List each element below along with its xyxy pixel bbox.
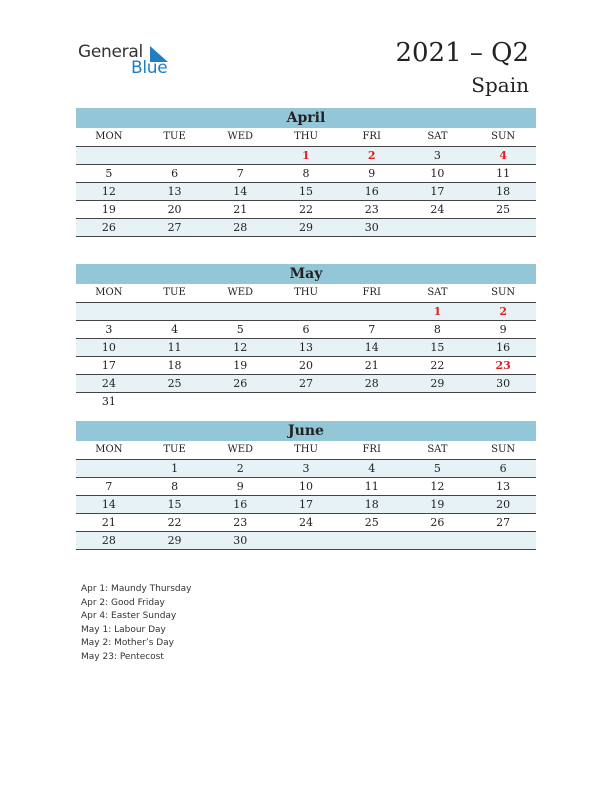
day-cell: 29 <box>298 221 313 234</box>
day-cell: 16 <box>496 341 511 354</box>
weekday-label: TUE <box>163 131 186 142</box>
day-cell: 13 <box>167 185 182 198</box>
week-row <box>76 496 536 514</box>
holiday-note: May 2: Mother’s Day <box>81 638 175 648</box>
day-cell: 30 <box>364 221 379 234</box>
logo-word-general: General <box>78 42 143 62</box>
weekday-label: SUN <box>491 131 516 142</box>
day-cell: 7 <box>105 480 113 493</box>
month-title: May <box>76 264 536 284</box>
day-cell <box>76 460 142 477</box>
day-cell: 10 <box>430 167 445 180</box>
day-cell: 20 <box>496 498 511 511</box>
week-row <box>76 321 536 339</box>
month-title: June <box>76 421 536 441</box>
day-cell <box>273 532 339 549</box>
day-cell: 24 <box>430 203 445 216</box>
week-row <box>76 165 536 183</box>
holiday-note: Apr 2: Good Friday <box>81 597 165 608</box>
generalblue-logo <box>78 40 178 80</box>
day-cell <box>339 303 405 320</box>
week-row <box>76 393 536 410</box>
day-cell <box>207 147 273 164</box>
month-june <box>76 421 536 550</box>
day-cell: 11 <box>496 167 511 180</box>
weekday-label: MON <box>95 131 123 142</box>
day-cell: 3 <box>105 323 113 336</box>
day-cell: 1 <box>171 462 179 475</box>
day-cell: 30 <box>496 377 511 390</box>
holiday-day-cell: 23 <box>495 359 511 372</box>
day-cell: 4 <box>368 462 376 475</box>
week-row <box>76 460 536 478</box>
day-cell: 22 <box>167 516 182 529</box>
day-cell: 3 <box>433 149 441 162</box>
day-cell: 9 <box>368 167 376 180</box>
day-cell <box>339 532 405 549</box>
holiday-day-cell: 4 <box>499 149 507 162</box>
day-cell: 6 <box>171 167 179 180</box>
day-cell: 5 <box>433 462 441 475</box>
weekday-label: WED <box>227 131 254 142</box>
day-cell: 17 <box>101 359 116 372</box>
day-cell <box>405 393 471 410</box>
day-cell: 14 <box>233 185 248 198</box>
day-cell: 28 <box>101 534 116 547</box>
month-title: April <box>76 108 536 128</box>
day-cell: 15 <box>167 498 182 511</box>
day-cell <box>76 303 142 320</box>
weekday-label: WED <box>227 287 254 298</box>
day-cell: 18 <box>167 359 182 372</box>
weekday-label: SUN <box>491 287 516 298</box>
holiday-note: May 23: Pentecost <box>81 651 164 662</box>
month-may <box>76 264 536 410</box>
day-cell: 15 <box>430 341 445 354</box>
page-title: 2021 – Q2 <box>395 38 529 68</box>
day-cell: 12 <box>430 480 445 493</box>
day-cell: 29 <box>167 534 182 547</box>
day-cell <box>273 303 339 320</box>
day-cell <box>207 393 273 410</box>
week-row <box>76 147 536 165</box>
weekday-label: SAT <box>427 444 448 455</box>
day-cell: 21 <box>101 516 116 529</box>
day-cell: 5 <box>105 167 113 180</box>
day-cell: 8 <box>171 480 179 493</box>
weekday-label: SAT <box>427 287 448 298</box>
day-cell: 16 <box>233 498 248 511</box>
country-name: Spain <box>471 73 529 97</box>
weekday-label: MON <box>95 444 123 455</box>
day-cell: 26 <box>233 377 248 390</box>
day-cell: 17 <box>430 185 445 198</box>
day-cell: 12 <box>101 185 116 198</box>
weekday-label: SUN <box>491 444 516 455</box>
day-cell: 11 <box>364 480 379 493</box>
day-cell: 24 <box>298 516 313 529</box>
day-cell <box>405 532 471 549</box>
day-cell: 26 <box>101 221 116 234</box>
weekday-label: WED <box>227 444 254 455</box>
week-row <box>76 219 536 237</box>
weekday-header <box>76 441 536 460</box>
day-cell: 8 <box>433 323 441 336</box>
day-cell <box>470 532 536 549</box>
week-row <box>76 357 536 375</box>
day-cell: 6 <box>499 462 507 475</box>
week-row <box>76 478 536 496</box>
day-cell: 27 <box>167 221 182 234</box>
week-row <box>76 183 536 201</box>
day-cell: 28 <box>364 377 379 390</box>
day-cell: 27 <box>496 516 511 529</box>
day-cell: 14 <box>364 341 379 354</box>
weekday-label: SAT <box>427 131 448 142</box>
day-cell: 7 <box>236 167 244 180</box>
week-row <box>76 375 536 393</box>
day-cell: 19 <box>430 498 445 511</box>
day-cell <box>207 303 273 320</box>
day-cell: 22 <box>298 203 313 216</box>
day-cell: 7 <box>368 323 376 336</box>
day-cell: 26 <box>430 516 445 529</box>
day-cell: 25 <box>167 377 182 390</box>
weekday-label: TUE <box>163 444 186 455</box>
day-cell <box>405 219 471 236</box>
day-cell: 29 <box>430 377 445 390</box>
day-cell: 17 <box>298 498 313 511</box>
week-row <box>76 532 536 550</box>
day-cell <box>142 303 208 320</box>
logo-word-blue: Blue <box>131 58 168 78</box>
holiday-day-cell: 1 <box>302 149 310 162</box>
day-cell: 22 <box>430 359 445 372</box>
day-cell: 25 <box>364 516 379 529</box>
day-cell: 18 <box>496 185 511 198</box>
holiday-note: Apr 4: Easter Sunday <box>81 611 177 621</box>
day-cell <box>76 147 142 164</box>
day-cell <box>339 393 405 410</box>
day-cell: 19 <box>101 203 116 216</box>
holiday-notes <box>81 583 192 664</box>
day-cell: 28 <box>233 221 248 234</box>
day-cell: 14 <box>101 498 116 511</box>
weekday-label: THU <box>294 287 318 298</box>
day-cell: 30 <box>233 534 248 547</box>
week-row <box>76 201 536 219</box>
day-cell: 18 <box>364 498 379 511</box>
week-row <box>76 514 536 532</box>
day-cell: 13 <box>496 480 511 493</box>
week-row <box>76 339 536 357</box>
weekday-label: FRI <box>362 131 381 142</box>
day-cell: 11 <box>167 341 182 354</box>
day-cell: 13 <box>298 341 313 354</box>
day-cell: 3 <box>302 462 310 475</box>
day-cell <box>273 393 339 410</box>
weekday-header <box>76 284 536 303</box>
day-cell <box>142 393 208 410</box>
holiday-day-cell: 2 <box>499 305 507 318</box>
day-cell: 10 <box>101 341 116 354</box>
holiday-note: May 1: Labour Day <box>81 624 166 635</box>
day-cell: 9 <box>236 480 244 493</box>
day-cell: 9 <box>499 323 507 336</box>
day-cell: 8 <box>302 167 310 180</box>
day-cell: 15 <box>298 185 313 198</box>
weekday-label: MON <box>95 287 123 298</box>
day-cell: 20 <box>298 359 313 372</box>
day-cell <box>142 147 208 164</box>
day-cell <box>470 393 536 410</box>
week-row <box>76 303 536 321</box>
day-cell: 12 <box>233 341 248 354</box>
day-cell: 19 <box>233 359 248 372</box>
holiday-day-cell: 1 <box>433 305 442 318</box>
day-cell: 25 <box>496 203 511 216</box>
day-cell: 23 <box>364 203 379 216</box>
month-april <box>76 108 536 237</box>
day-cell: 2 <box>236 462 244 475</box>
weekday-label: THU <box>294 444 318 455</box>
day-cell: 23 <box>233 516 248 529</box>
weekday-header <box>76 128 536 147</box>
day-cell <box>470 219 536 236</box>
holiday-note: Apr 1: Maundy Thursday <box>81 584 192 594</box>
day-cell: 21 <box>233 203 248 216</box>
day-cell: 10 <box>298 480 313 493</box>
holiday-day-cell: 2 <box>367 149 376 162</box>
day-cell: 21 <box>364 359 379 372</box>
day-cell: 20 <box>167 203 182 216</box>
day-cell: 27 <box>298 377 313 390</box>
day-cell: 5 <box>236 323 244 336</box>
day-cell: 31 <box>101 395 116 408</box>
day-cell: 6 <box>302 323 310 336</box>
weekday-label: FRI <box>362 287 381 298</box>
day-cell: 24 <box>101 377 116 390</box>
day-cell: 4 <box>171 323 179 336</box>
weekday-label: TUE <box>163 287 186 298</box>
day-cell: 16 <box>364 185 379 198</box>
weekday-label: THU <box>294 131 318 142</box>
weekday-label: FRI <box>362 444 381 455</box>
